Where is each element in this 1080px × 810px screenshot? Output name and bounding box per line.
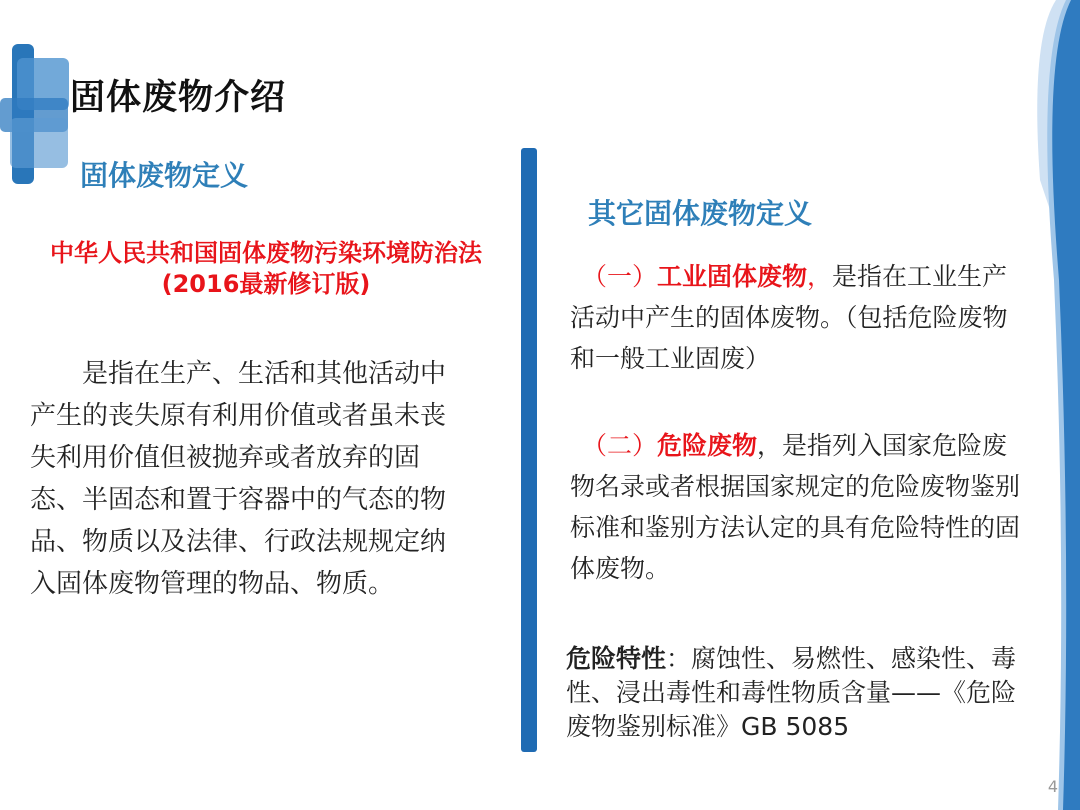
law-title-line-1: 中华人民共和国固体废物污染环境防治法 bbox=[50, 239, 482, 267]
solid-waste-definition: 是指在生产、生活和其他活动中产生的丧失原有利用价值或者虽未丧失利用价值但被抛弃或者放弃的固态、半固态和置于容器中的气态的物品、物质以及法律、行政法规规定纳入固体废物管理的物品、物质。 bbox=[30, 359, 447, 599]
hazardous-waste-text: 是指列入国家危险废物名录或者根据国家规定的危险废物鉴别标准和鉴别方法认定的具有危险特性的固体废物。 bbox=[570, 431, 1021, 583]
item2-comma: ， bbox=[757, 431, 783, 460]
vertical-divider bbox=[521, 148, 537, 752]
law-title bbox=[16, 238, 516, 300]
left-subtitle: 固体废物定义 bbox=[80, 159, 249, 192]
hazardous-waste-term: 危险废物 bbox=[657, 431, 758, 460]
industrial-waste-paragraph bbox=[570, 256, 1020, 379]
page-number: 4 bbox=[1047, 777, 1058, 796]
item1-comma: ， bbox=[807, 262, 833, 291]
industrial-waste-term: 工业固体废物 bbox=[657, 262, 808, 291]
hazard-label: 危险特性 bbox=[566, 644, 667, 673]
item2-prefix: （二） bbox=[582, 431, 658, 460]
hazardous-waste-paragraph bbox=[570, 425, 1020, 589]
hazard-text: 腐蚀性、易燃性、感染性、毒性、浸出毒性和毒性物质含量——《危险废物鉴别标准》GB 5085 bbox=[566, 644, 1017, 741]
law-title-line-2: (2016最新修订版) bbox=[161, 270, 371, 298]
hazard-characteristics bbox=[566, 642, 1036, 744]
right-subtitle: 其它固体废物定义 bbox=[588, 197, 813, 230]
industrial-waste-text: 是指在工业生产活动中产生的固体废物。（包括危险废物和一般工业固废） bbox=[570, 262, 1008, 373]
slide-title: 固体废物介绍 bbox=[70, 78, 287, 118]
item1-prefix: （一） bbox=[582, 262, 658, 291]
corner-decoration-square bbox=[10, 118, 68, 168]
hazard-colon: ： bbox=[666, 644, 692, 673]
